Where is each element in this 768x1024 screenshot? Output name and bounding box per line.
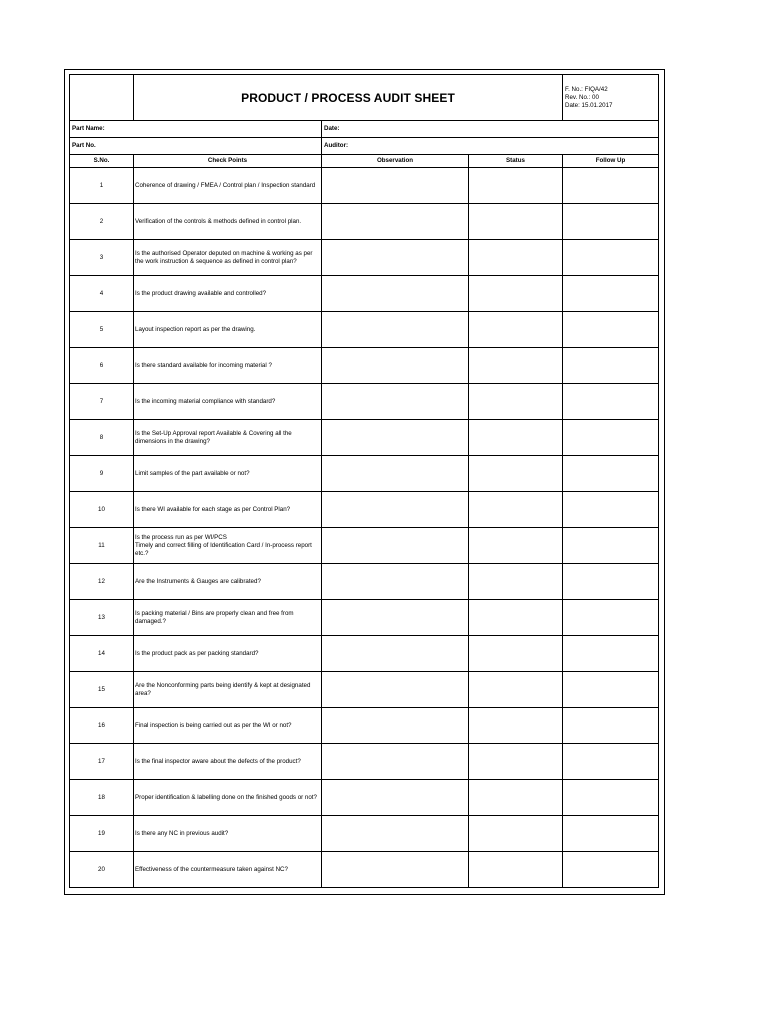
row-observation-cell[interactable] — [322, 456, 469, 492]
row-follow-up-cell[interactable] — [563, 636, 659, 672]
column-header-row — [70, 155, 659, 168]
row-observation-cell[interactable] — [322, 168, 469, 204]
row-observation-cell[interactable] — [322, 636, 469, 672]
table-row — [70, 348, 659, 384]
table-row — [70, 744, 659, 780]
row-observation-cell[interactable] — [322, 312, 469, 348]
row-follow-up-cell[interactable] — [563, 204, 659, 240]
row-check-point: Is the Set-Up Approval report Available & Covering all the dimensions in the drawing? — [134, 420, 322, 456]
row-status-cell[interactable] — [469, 384, 563, 420]
row-check-point: Layout inspection report as per the drawing. — [134, 312, 322, 348]
part-name-field[interactable]: Part Name: — [70, 121, 322, 138]
document-date: Date: 15.01.2017 — [565, 101, 613, 109]
row-follow-up-cell[interactable] — [563, 492, 659, 528]
row-observation-cell[interactable] — [322, 384, 469, 420]
row-follow-up-cell[interactable] — [563, 816, 659, 852]
sheet-title: PRODUCT / PROCESS AUDIT SHEET — [134, 75, 563, 121]
row-follow-up-cell[interactable] — [563, 780, 659, 816]
row-follow-up-cell[interactable] — [563, 384, 659, 420]
row-serial-number: 1 — [70, 168, 134, 204]
row-serial-number: 17 — [70, 744, 134, 780]
row-status-cell[interactable] — [469, 780, 563, 816]
logo-cell — [70, 75, 134, 121]
row-check-point: Is the product pack as per packing standard? — [134, 636, 322, 672]
row-status-cell[interactable] — [469, 204, 563, 240]
row-check-point: Are the Nonconforming parts being identify & kept at designated area? — [134, 672, 322, 708]
row-status-cell[interactable] — [469, 816, 563, 852]
row-serial-number: 12 — [70, 564, 134, 600]
row-status-cell[interactable] — [469, 276, 563, 312]
row-observation-cell[interactable] — [322, 600, 469, 636]
table-row — [70, 636, 659, 672]
row-check-point: Final inspection is being carried out as per the WI or not? — [134, 708, 322, 744]
row-observation-cell[interactable] — [322, 852, 469, 888]
row-serial-number: 19 — [70, 816, 134, 852]
row-check-point: Is there any NC in previous audit? — [134, 816, 322, 852]
row-observation-cell[interactable] — [322, 816, 469, 852]
row-follow-up-cell[interactable] — [563, 240, 659, 276]
row-serial-number: 14 — [70, 636, 134, 672]
row-status-cell[interactable] — [469, 852, 563, 888]
row-observation-cell[interactable] — [322, 348, 469, 384]
table-row — [70, 204, 659, 240]
row-status-cell[interactable] — [469, 528, 563, 564]
table-row — [70, 672, 659, 708]
date-field[interactable]: Date: — [322, 121, 659, 138]
row-check-point: Is the authorised Operator deputed on machine & working as per the work instruction & sequence as defined in control plan? — [134, 240, 322, 276]
title-row — [70, 75, 659, 121]
row-status-cell[interactable] — [469, 600, 563, 636]
table-row — [70, 276, 659, 312]
table-row — [70, 168, 659, 204]
table-row — [70, 528, 659, 564]
row-follow-up-cell[interactable] — [563, 168, 659, 204]
row-serial-number: 3 — [70, 240, 134, 276]
row-status-cell[interactable] — [469, 492, 563, 528]
row-check-point: Is the incoming material compliance with standard? — [134, 384, 322, 420]
row-check-point: Is the final inspector aware about the defects of the product? — [134, 744, 322, 780]
row-follow-up-cell[interactable] — [563, 348, 659, 384]
table-row — [70, 420, 659, 456]
row-follow-up-cell[interactable] — [563, 600, 659, 636]
column-header-sno: S.No. — [70, 155, 134, 168]
table-row — [70, 780, 659, 816]
row-serial-number: 13 — [70, 600, 134, 636]
row-serial-number: 9 — [70, 456, 134, 492]
revision-number: Rev. No.: 00 — [565, 93, 599, 101]
row-follow-up-cell[interactable] — [563, 744, 659, 780]
row-serial-number: 18 — [70, 780, 134, 816]
part-name-row — [70, 121, 659, 138]
row-status-cell[interactable] — [469, 348, 563, 384]
row-check-point: Is the process run as per WI/PCS Timely and correct filling of Identification Card / In-process report etc.? — [134, 528, 322, 564]
row-observation-cell[interactable] — [322, 672, 469, 708]
table-row — [70, 384, 659, 420]
row-check-point: Is the product drawing available and controlled? — [134, 276, 322, 312]
column-header-check-points: Check Points — [134, 155, 322, 168]
row-serial-number: 2 — [70, 204, 134, 240]
row-check-point: Effectiveness of the countermeasure taken against NC? — [134, 852, 322, 888]
row-serial-number: 5 — [70, 312, 134, 348]
row-status-cell[interactable] — [469, 744, 563, 780]
row-serial-number: 16 — [70, 708, 134, 744]
row-follow-up-cell[interactable] — [563, 708, 659, 744]
row-status-cell[interactable] — [469, 456, 563, 492]
row-serial-number: 4 — [70, 276, 134, 312]
row-observation-cell[interactable] — [322, 420, 469, 456]
row-status-cell[interactable] — [469, 672, 563, 708]
auditor-field[interactable]: Auditor: — [322, 138, 659, 155]
row-serial-number: 10 — [70, 492, 134, 528]
part-no-field[interactable]: Part No. — [70, 138, 322, 155]
row-status-cell[interactable] — [469, 312, 563, 348]
row-serial-number: 11 — [70, 528, 134, 564]
column-header-status: Status — [469, 155, 563, 168]
table-row — [70, 492, 659, 528]
row-observation-cell[interactable] — [322, 204, 469, 240]
row-status-cell[interactable] — [469, 564, 563, 600]
column-header-observation: Observation — [322, 155, 469, 168]
row-observation-cell[interactable] — [322, 780, 469, 816]
table-row — [70, 312, 659, 348]
row-check-point: Limit samples of the part available or not? — [134, 456, 322, 492]
row-check-point: Coherence of drawing / FMEA / Control plan / Inspection standard — [134, 168, 322, 204]
row-observation-cell[interactable] — [322, 528, 469, 564]
table-row — [70, 852, 659, 888]
table-row — [70, 600, 659, 636]
column-header-follow-up: Follow Up — [563, 155, 659, 168]
row-check-point: Is there WI available for each stage as per Control Plan? — [134, 492, 322, 528]
row-follow-up-cell[interactable] — [563, 852, 659, 888]
row-follow-up-cell[interactable] — [563, 672, 659, 708]
row-observation-cell[interactable] — [322, 276, 469, 312]
row-serial-number: 8 — [70, 420, 134, 456]
row-follow-up-cell[interactable] — [563, 420, 659, 456]
row-check-point: Are the Instruments & Gauges are calibrated? — [134, 564, 322, 600]
row-status-cell[interactable] — [469, 708, 563, 744]
row-serial-number: 6 — [70, 348, 134, 384]
row-observation-cell[interactable] — [322, 564, 469, 600]
row-status-cell[interactable] — [469, 240, 563, 276]
row-check-point: Is there standard available for incoming material ? — [134, 348, 322, 384]
row-observation-cell[interactable] — [322, 240, 469, 276]
table-row — [70, 564, 659, 600]
row-serial-number: 7 — [70, 384, 134, 420]
row-status-cell[interactable] — [469, 420, 563, 456]
row-observation-cell[interactable] — [322, 708, 469, 744]
row-follow-up-cell[interactable] — [563, 564, 659, 600]
part-no-row — [70, 138, 659, 155]
audit-sheet-table — [69, 74, 659, 888]
row-observation-cell[interactable] — [322, 492, 469, 528]
row-follow-up-cell[interactable] — [563, 312, 659, 348]
table-row — [70, 816, 659, 852]
table-row — [70, 708, 659, 744]
row-check-point: Proper identification & labelling done on the finished goods or not? — [134, 780, 322, 816]
format-number: F. No.: FIQA/42 — [565, 85, 608, 93]
row-follow-up-cell[interactable] — [563, 456, 659, 492]
row-check-point: Is packing material / Bins are properly clean and free from damaged.? — [134, 600, 322, 636]
row-serial-number: 15 — [70, 672, 134, 708]
row-serial-number: 20 — [70, 852, 134, 888]
row-status-cell[interactable] — [469, 636, 563, 672]
table-row — [70, 240, 659, 276]
document-reference — [563, 75, 659, 121]
table-row — [70, 456, 659, 492]
row-status-cell[interactable] — [469, 168, 563, 204]
row-follow-up-cell[interactable] — [563, 528, 659, 564]
row-follow-up-cell[interactable] — [563, 276, 659, 312]
row-observation-cell[interactable] — [322, 744, 469, 780]
row-check-point: Verification of the controls & methods defined in control plan. — [134, 204, 322, 240]
